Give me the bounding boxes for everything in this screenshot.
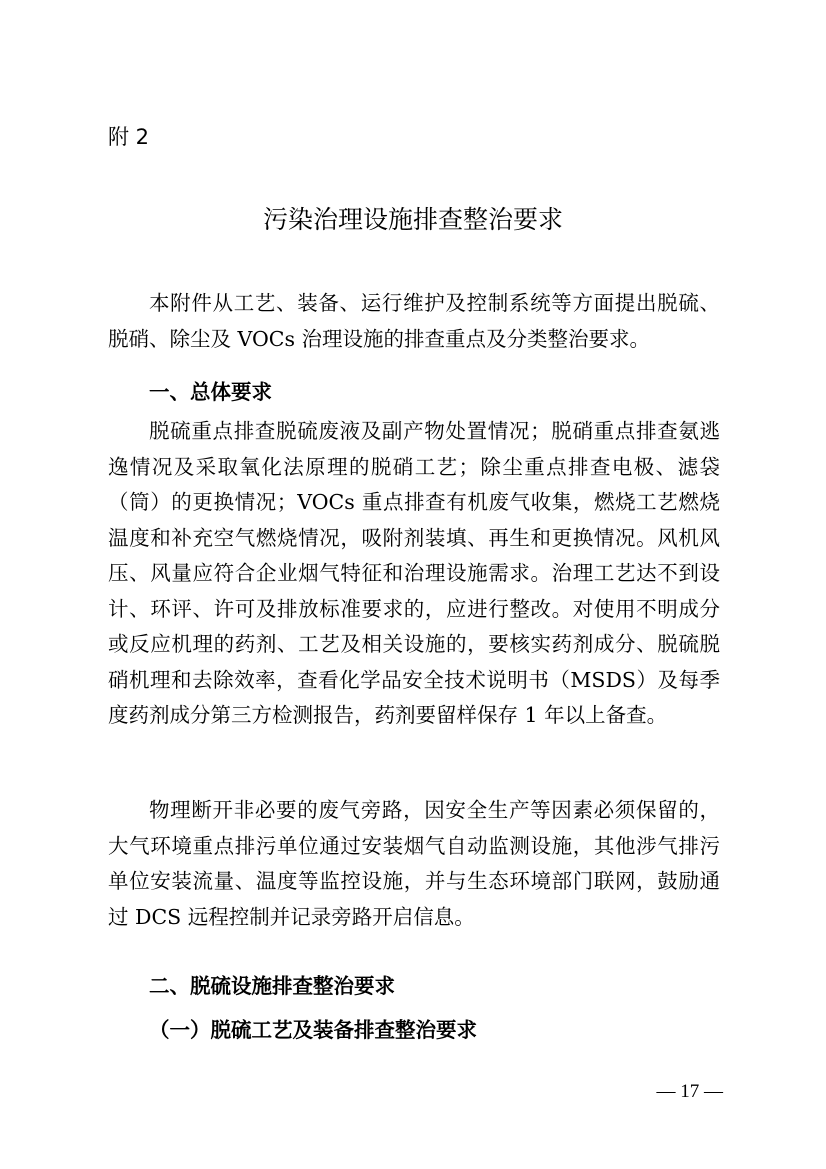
subsection-heading-process: （一）脱硫工艺及装备排查整治要求 [149, 1018, 477, 1042]
page-number: — 17 — [656, 1081, 723, 1102]
section-heading-desulfurization: 二、脱硫设施排查整治要求 [149, 974, 395, 998]
annex-label: 附 2 [108, 125, 150, 149]
document-title: 污染治理设施排查整治要求 [262, 205, 563, 234]
general-paragraph-1: 脱硫重点排查脱硫废液及副产物处置情况；脱硝重点排查氨逃逸情况及采取氧化法原理的脱硝工艺；除尘重点排查电极、滤袋（筒）的更换情况；VOCs 重点排查有机废气收集，燃烧工艺燃烧温度和补充空气燃烧情况，吸附剂装填、再生和更换情况。风机风压、风量应符合企业烟气特征和治理设施需求。治理工艺达不到设计、环评、许可及排放标准要求的，应进行整改。对使用不明成分或反应机理的药剂、工艺及相关设施的，要核实药剂成分、脱硫脱硝机理和去除效率，查看化学品安全技术说明书（MSDS）及每季度药剂成分第三方检测报告，药剂要留样保存 1 年以上备查。 [108, 419, 720, 727]
intro-paragraph: 本附件从工艺、装备、运行维护及控制系统等方面提出脱硫、脱硝、除尘及 VOCs 治理设施的排查重点及分类整治要求。 [108, 291, 720, 351]
general-paragraph-2: 物理断开非必要的废气旁路，因安全生产等因素必须保留的，大气环境重点排污单位通过安装烟气自动监测设施，其他涉气排污单位安装流量、温度等监控设施，并与生态环境部门联网，鼓励通过 DCS 远程控制并记录旁路开启信息。 [108, 798, 720, 929]
section-heading-general: 一、总体要求 [149, 380, 272, 404]
